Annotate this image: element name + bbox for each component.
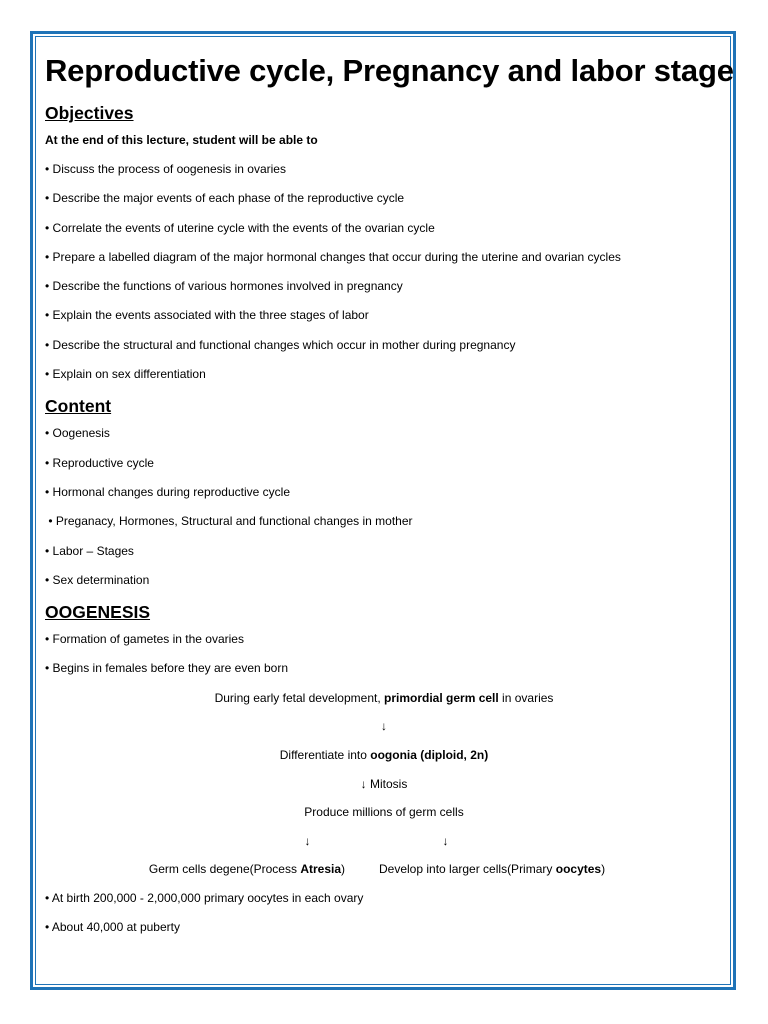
objectives-heading: Objectives — [45, 103, 134, 123]
oogenesis-item: • Begins in females before they are even born — [45, 661, 289, 676]
flow-split-arrows — [30, 827, 723, 856]
flow-text: Differentiate into — [279, 747, 371, 762]
content-item: • Oogenesis — [45, 426, 110, 441]
content-item: • Sex determination — [45, 572, 150, 587]
content-item: • Preganacy, Hormones, Structural and functional changes in mother — [45, 514, 413, 529]
objective-item: • Describe the major events of each phase of the reproductive cycle — [45, 191, 405, 206]
flow-text: ) — [341, 862, 345, 877]
flow-text: Develop into larger cells(Primary — [379, 862, 556, 877]
flow-outcome-atresia — [149, 855, 345, 884]
flow-text: in ovaries — [498, 690, 554, 705]
content-item: • Reproductive cycle — [45, 455, 154, 470]
flow-text: During early fetal development, — [214, 690, 385, 705]
content-heading: Content — [45, 396, 112, 417]
flow-bold-term: Atresia — [300, 862, 341, 877]
flow-text: ) — [601, 862, 606, 877]
flow-bold-term: oogonia (diploid, 2n) — [370, 747, 489, 762]
document-body — [45, 46, 734, 943]
down-arrow-icon: ↓ — [304, 833, 311, 848]
flow-arrow-mitosis — [45, 770, 723, 799]
flow-outcome-oocytes — [379, 855, 605, 884]
oogenesis-item: • At birth 200,000 - 2,000,000 primary oocytes in each ovary — [45, 890, 364, 905]
flow-step-germ-cells: Produce millions of germ cells — [304, 805, 464, 820]
down-arrow-icon: ↓ — [360, 776, 367, 791]
oogenesis-heading: OOGENESIS — [45, 602, 151, 623]
oogenesis-item: • About 40,000 at puberty — [45, 920, 180, 935]
objective-item: • Prepare a labelled diagram of the major hormonal changes that occur during the uterine and ovarian cycles — [45, 249, 621, 264]
objective-item: • Explain on sex differentiation — [45, 367, 206, 382]
flow-step-oogonia — [45, 741, 723, 770]
objective-item: • Explain the events associated with the three stages of labor — [45, 308, 369, 323]
objective-item: • Describe the functions of various hormones involved in pregnancy — [45, 279, 403, 294]
content-item: • Hormonal changes during reproductive cycle — [45, 484, 290, 499]
oogenesis-item: • Formation of gametes in the ovaries — [45, 632, 244, 647]
document-title: Reproductive cycle, Pregnancy and labor stage — [45, 53, 734, 88]
objectives-list — [45, 155, 725, 389]
flow-arrow-1 — [45, 712, 723, 741]
objective-item: • Discuss the process of oogenesis in ovaries — [45, 162, 286, 176]
objectives-intro: At the end of this lecture, student will be able to — [45, 133, 318, 147]
objective-item: • Describe the structural and functional changes which occur in mother during pregnancy — [45, 337, 516, 352]
down-arrow-icon: ↓ — [381, 719, 387, 734]
flow-text: Germ cells degene(Process — [148, 862, 301, 877]
content-list — [45, 419, 725, 595]
mitosis-label: Mitosis — [366, 776, 408, 791]
content-item: • Labor – Stages — [45, 543, 134, 558]
objective-item: • Correlate the events of uterine cycle with the events of the ovarian cycle — [45, 220, 435, 235]
down-arrow-icon: ↓ — [442, 833, 449, 848]
oogenesis-flow-diagram — [45, 684, 723, 884]
flow-outcomes — [31, 855, 723, 884]
flow-step-primordial — [45, 684, 723, 713]
flow-bold-term: oocytes — [555, 862, 602, 877]
flow-bold-term: primordial germ cell — [384, 690, 499, 705]
